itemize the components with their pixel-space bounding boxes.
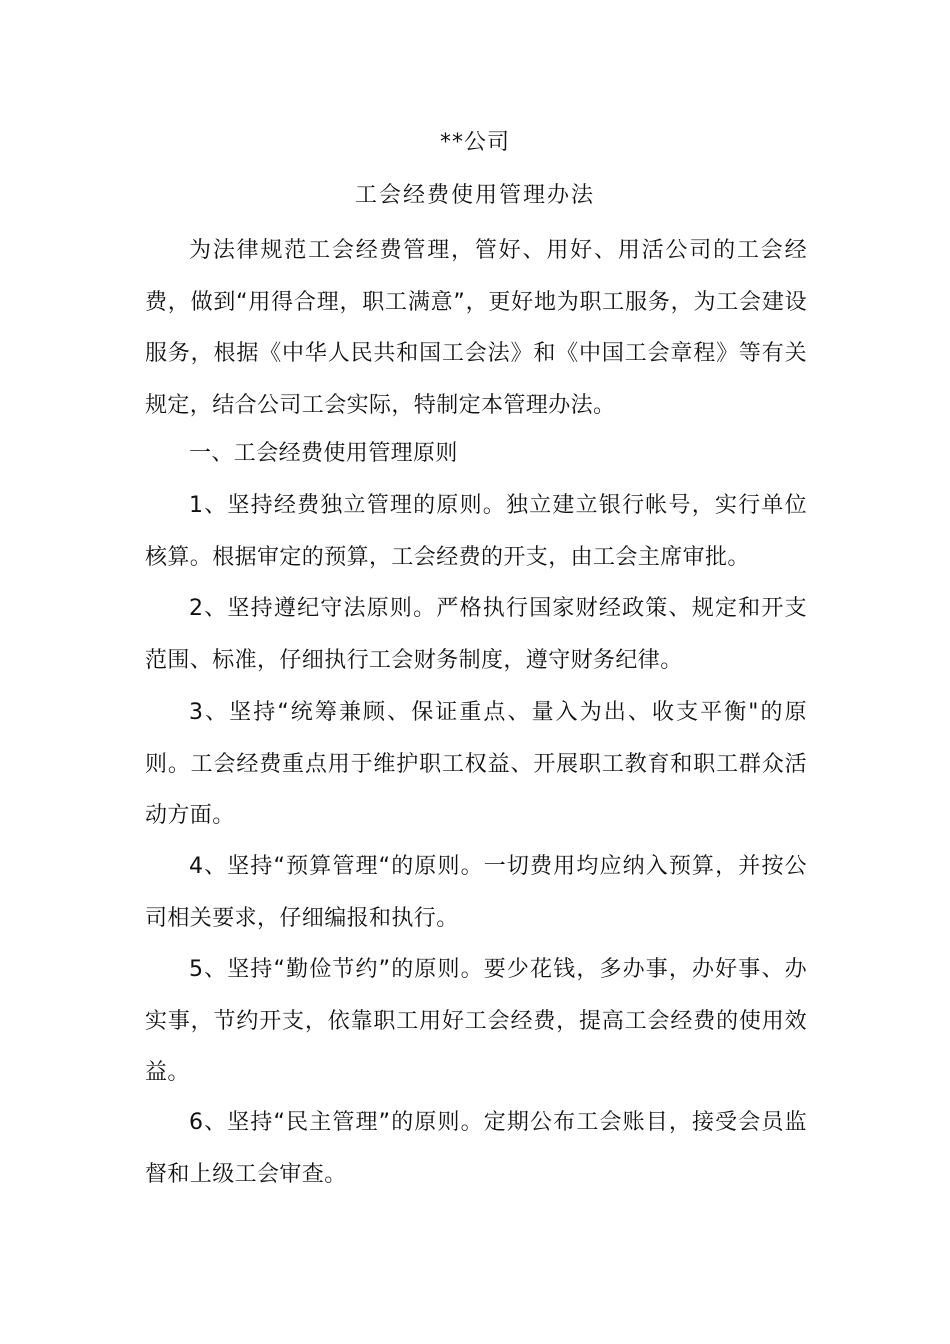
principle-item: 2、坚持遵纪守法原则。严格执行国家财经政策、规定和开支范围、标准，仔细执行工会财务制度，遵守财务纪律。	[145, 596, 807, 673]
principle-item: 3、坚持“统筹兼顾、保证重点、量入为出、收支平衡"的原则。工会经费重点用于维护职工权益、开展职工教育和职工群众活动方面。	[145, 700, 807, 828]
principle-item: 5、坚持“勤俭节约”的原则。要少花钱，多办事，办好事、办实事，节约开支，依靠职工用好工会经费，提高工会经费的使用效益。	[145, 957, 807, 1085]
principle-item: 4、坚持“预算管理“的原则。一切费用均应纳入预算，并按公司相关要求，仔细编报和执行。	[145, 854, 807, 931]
company-name: **公司	[439, 130, 510, 155]
document-title: 工会经费使用管理办法	[354, 183, 595, 208]
section-heading: 一、工会经费使用管理原则	[189, 441, 458, 466]
principle-item: 1、坚持经费独立管理的原则。独立建立银行帐号，实行单位核算。根据审定的预算，工会经费的开支，由工会主席审批。	[145, 493, 807, 570]
principle-item: 6、坚持“民主管理”的原则。定期公布工会账目，接受会员监督和上级工会审查。	[145, 1110, 807, 1187]
intro-paragraph: 为法律规范工会经费管理，管好、用好、用活公司的工会经费，做到“用得合理，职工满意”，更好地为职工服务，为工会建设服务，根据《中华人民共和国工会法》和《中国工会章程》等有关规定，结合公司工会实际，特制定本管理办法。	[145, 238, 807, 418]
